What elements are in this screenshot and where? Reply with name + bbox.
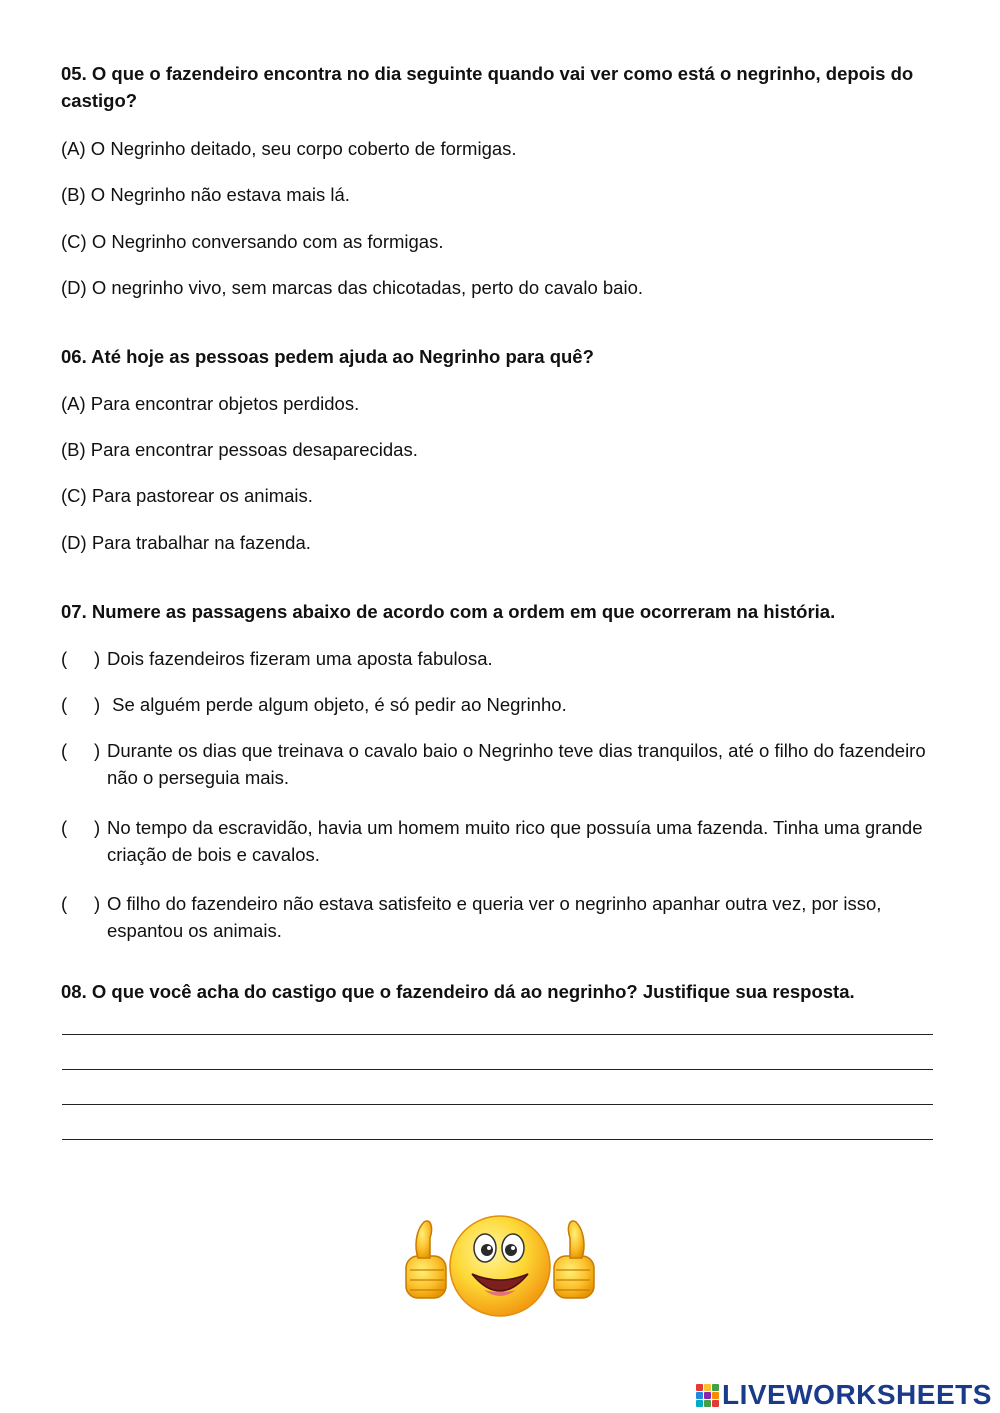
answer-line-2[interactable]: [62, 1069, 933, 1070]
logo-grid-cell: [696, 1392, 703, 1399]
q05-option-d[interactable]: (D) O negrinho vivo, sem marcas das chicotadas, perto do cavalo baio.: [61, 277, 644, 298]
q07-item-text: O filho do fazendeiro não estava satisfeito e queria ver o negrinho apanhar outra vez, por isso, espantou os animais.: [107, 893, 882, 941]
logo-grid-cell: [712, 1400, 719, 1407]
thumbs-up-smiley-icon: [400, 1208, 600, 1323]
answer-line-1[interactable]: [62, 1034, 933, 1035]
logo-grid-cell: [696, 1400, 703, 1407]
q07-item-text: Dois fazendeiros fizeram uma aposta fabulosa.: [107, 648, 493, 669]
logo-grid-cell: [704, 1384, 711, 1391]
q07-item-text: Se alguém perde algum objeto, é só pedir ao Negrinho.: [107, 694, 567, 715]
logo-grid-cell: [696, 1384, 703, 1391]
question-06-title: 06. Até hoje as pessoas pedem ajuda ao Negrinho para quê?: [61, 346, 594, 367]
question-08-title: 08. O que você acha do castigo que o fazendeiro dá ao negrinho? Justifique sua resposta.: [61, 981, 855, 1002]
question-07-title: 07. Numere as passagens abaixo de acordo com a ordem em que ocorreram na história.: [61, 601, 836, 622]
question-05-title: 05. O que o fazendeiro encontra no dia seguinte quando vai ver como está o negrinho, depois do castigo?: [61, 63, 914, 111]
answer-line-4[interactable]: [62, 1139, 933, 1140]
liveworksheets-logo[interactable]: [696, 1378, 992, 1412]
logo-grid-cell: [712, 1392, 719, 1399]
logo-text: LIVEWORKSHEETS: [722, 1379, 992, 1410]
q06-option-b[interactable]: (B) Para encontrar pessoas desaparecidas.: [61, 439, 418, 460]
q06-option-c[interactable]: (C) Para pastorear os animais.: [61, 485, 313, 506]
q06-option-d[interactable]: (D) Para trabalhar na fazenda.: [61, 532, 311, 553]
left-thumb-icon: [406, 1221, 446, 1298]
logo-grid-cell: [704, 1400, 711, 1407]
logo-grid-cell: [712, 1384, 719, 1391]
answer-line-3[interactable]: [62, 1104, 933, 1105]
liveworksheets-grid-icon: [696, 1384, 719, 1407]
q05-option-a[interactable]: (A) O Negrinho deitado, seu corpo coberto de formigas.: [61, 138, 517, 159]
right-thumb-icon: [554, 1221, 594, 1298]
q06-option-a[interactable]: (A) Para encontrar objetos perdidos.: [61, 393, 360, 414]
q07-item-text: No tempo da escravidão, havia um homem muito rico que possuía uma fazenda. Tinha uma grande criação de bois e cavalos.: [107, 817, 923, 865]
q05-option-c[interactable]: (C) O Negrinho conversando com as formigas.: [61, 231, 444, 252]
q07-item-text: Durante os dias que treinava o cavalo baio o Negrinho teve dias tranquilos, até o filho do fazendeiro não o perseguia mais.: [107, 740, 926, 788]
logo-grid-cell: [704, 1392, 711, 1399]
q05-option-b[interactable]: (B) O Negrinho não estava mais lá.: [61, 184, 350, 205]
